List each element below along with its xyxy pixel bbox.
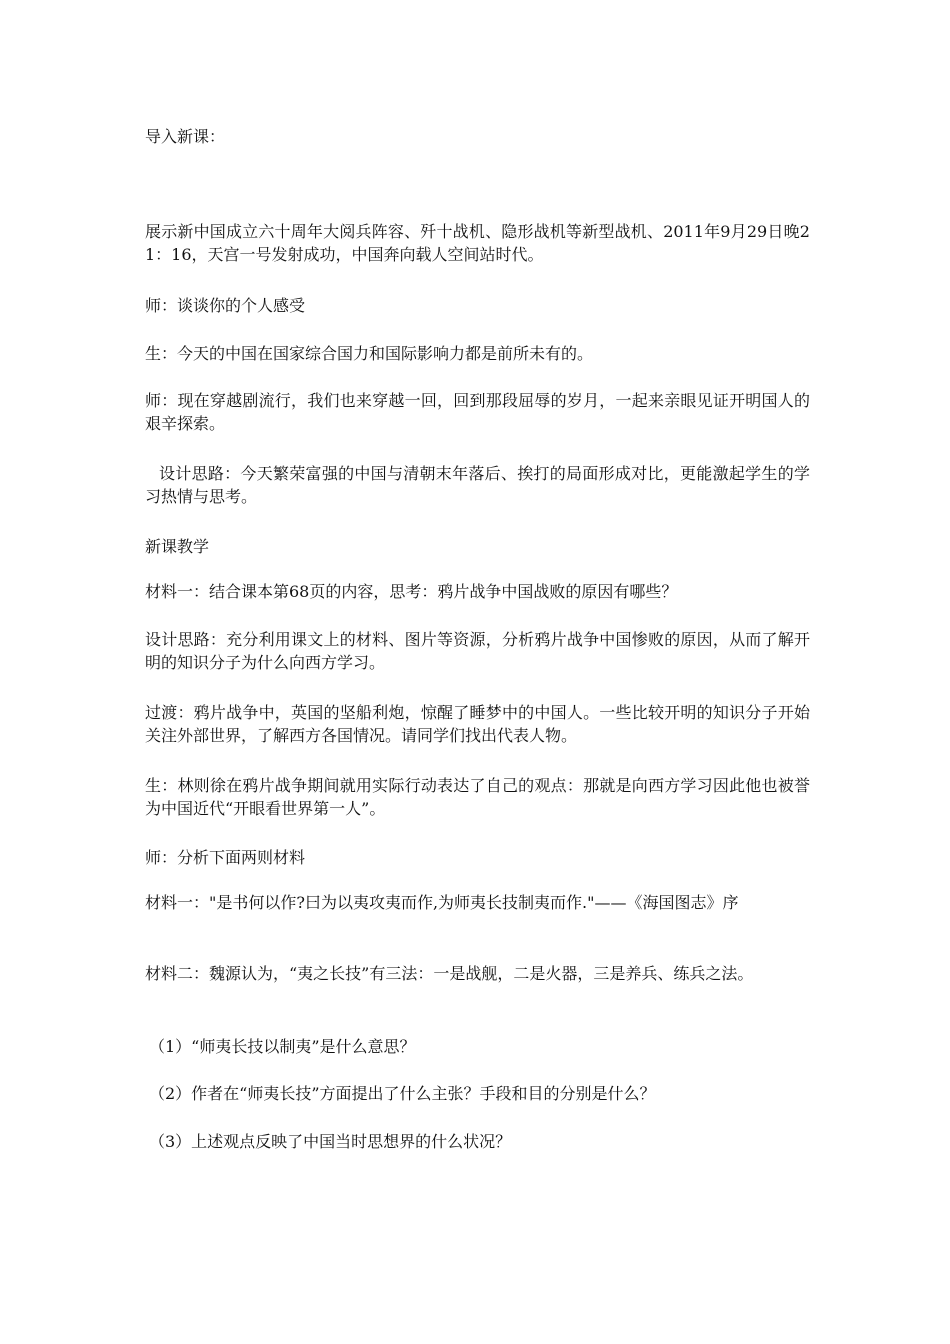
section-heading-new-lesson: 新课教学	[145, 537, 210, 556]
section-heading-intro: 导入新课：	[145, 127, 226, 146]
paragraph-material-two: 材料二：魏源认为，“夷之长技”有三法：一是战舰，二是火器，三是养兵、练兵之法。	[145, 964, 754, 983]
paragraph-design-idea-2: 设计思路：充分利用课文上的材料、图片等资源，分析鸦片战争中国惨败的原因，从而了解开明的知识分子为什么向西方学习。	[145, 630, 810, 672]
question-2: （2）作者在“师夷长技”方面提出了什么主张？手段和目的分别是什么？	[149, 1084, 656, 1103]
paragraph-material-one: 材料一：结合课本第68页的内容，思考：鸦片战争中国战败的原因有哪些？	[145, 582, 678, 601]
paragraph-transition: 过渡：鸦片战争中，英国的坚船利炮，惊醒了睡梦中的中国人。一些比较开明的知识分子开始关注外部世界，了解西方各国情况。请同学们找出代表人物。	[145, 703, 810, 745]
question-1: （1）“师夷长技以制夷”是什么意思？	[149, 1037, 416, 1056]
paragraph-student-answer: 生：今天的中国在国家综合国力和国际影响力都是前所未有的。	[145, 344, 594, 363]
question-3: （3）上述观点反映了中国当时思想界的什么状况？	[149, 1132, 512, 1151]
paragraph-display: 展示新中国成立六十周年大阅兵阵容、歼十战机、隐形战机等新型战机、2011年9月29日晚21：16，天宫一号发射成功，中国奔向载人空间站时代。	[145, 222, 810, 264]
paragraph-teacher-transition: 师：现在穿越剧流行，我们也来穿越一回，回到那段屈辱的岁月，一起来亲眼见证开明国人的艰辛探索。	[145, 391, 810, 433]
paragraph-design-idea-1: 设计思路：今天繁荣富强的中国与清朝末年落后、挨打的局面形成对比，更能激起学生的学习热情与思考。	[145, 464, 810, 506]
paragraph-material-quote: 材料一："是书何以作?曰为以夷攻夷而作,为师夷长技制夷而作."——《海国图志》序	[145, 893, 739, 912]
paragraph-teacher-prompt: 师：谈谈你的个人感受	[145, 296, 306, 315]
paragraph-student-lin: 生：林则徐在鸦片战争期间就用实际行动表达了自己的观点：那就是向西方学习因此他也被誉为中国近代“开眼看世界第一人”。	[145, 776, 810, 818]
paragraph-teacher-analyze: 师：分析下面两则材料	[145, 848, 306, 867]
